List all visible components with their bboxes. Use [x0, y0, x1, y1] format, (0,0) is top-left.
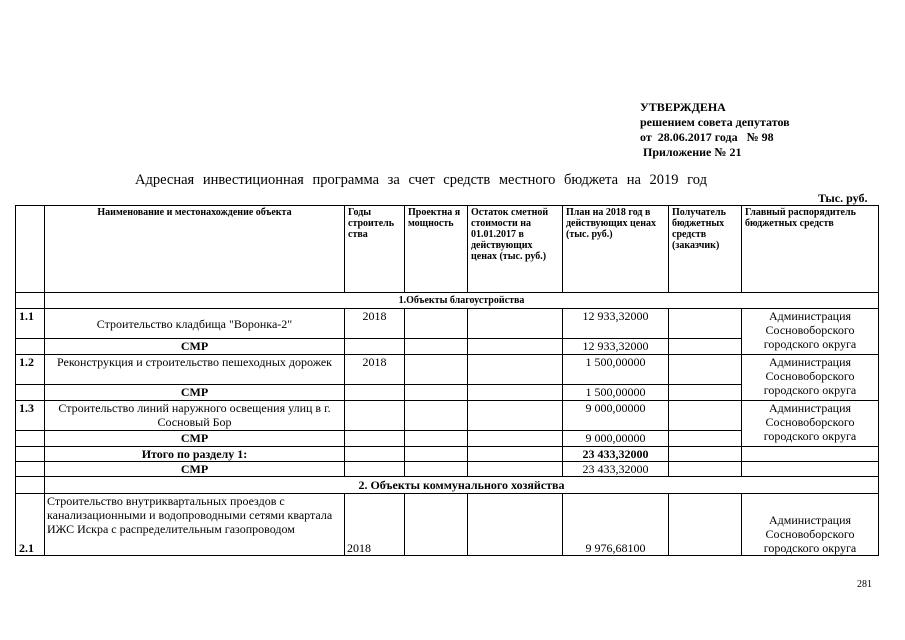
header-name: Наименование и местонахождение объекта [45, 206, 345, 293]
capacity-cell [405, 447, 468, 462]
total-row [16, 447, 879, 462]
row-num: 1.1 [16, 309, 45, 339]
recipient-cell [669, 401, 742, 431]
construction-year: 2018 [345, 494, 405, 556]
units-label: Тыс. руб. [818, 191, 868, 205]
header-years: Годы строитель ства [345, 206, 405, 293]
recipient-cell [669, 462, 742, 477]
section1-title: 1.Объекты благоустройства [45, 293, 879, 309]
construction-year [345, 401, 405, 431]
recipient-cell [669, 385, 742, 401]
table-row [16, 401, 879, 431]
row-num-cell [16, 339, 45, 355]
smr-label: СМР [45, 339, 345, 355]
manager-cell: Администрация Сосновоборского городского округа [742, 401, 879, 447]
manager-cell: Администрация Сосновоборского городского округа [742, 309, 879, 355]
total-smr-row [16, 462, 879, 477]
total-smr-value: 23 433,32000 [563, 462, 669, 477]
year-cell [345, 447, 405, 462]
remainder-cell [468, 401, 563, 431]
remainder-cell [468, 339, 563, 355]
total-value: 23 433,32000 [563, 447, 669, 462]
table-row [16, 355, 879, 385]
section-num-cell [16, 477, 45, 494]
plan-value: 1 500,00000 [563, 355, 669, 385]
row-num: 1.2 [16, 355, 45, 385]
object-name: Строительство линий наружного освещения улиц в г. Сосновый Бор [45, 401, 345, 431]
plan-value: 12 933,32000 [563, 339, 669, 355]
table-row [16, 309, 879, 339]
header-capacity: Проектна я мощность [405, 206, 468, 293]
approval-decision: решением совета депутатов [640, 115, 790, 129]
year-cell [345, 431, 405, 447]
row-num: 1.3 [16, 401, 45, 431]
row-num-cell [16, 447, 45, 462]
plan-value: 1 500,00000 [563, 385, 669, 401]
approval-title: УТВЕРЖДЕНА [640, 100, 726, 114]
capacity-cell [405, 431, 468, 447]
remainder-cell [468, 385, 563, 401]
approval-stamp [640, 100, 790, 160]
object-name: Строительство внутриквартальных проездов с канализационными и водопроводными сетями квартала ИЖС Искра с распределительным газопроводом [45, 494, 345, 556]
manager-cell: Администрация Сосновоборского городского округа [742, 355, 879, 401]
recipient-cell [669, 494, 742, 556]
remainder-cell [468, 355, 563, 385]
section-num-cell [16, 293, 45, 309]
recipient-cell [669, 339, 742, 355]
recipient-cell [669, 309, 742, 339]
table-header-row [16, 206, 879, 293]
approval-date: от 28.06.2017 года № 98 [640, 130, 774, 144]
investment-table [15, 205, 879, 556]
recipient-cell [669, 355, 742, 385]
smr-label: СМР [45, 385, 345, 401]
total-smr-label: СМР [45, 462, 345, 477]
year-cell [345, 339, 405, 355]
header-remainder: Остаток сметной стоимости на 01.01.2017 в действующих ценах (тыс. руб.) [468, 206, 563, 293]
section-row [16, 477, 879, 494]
manager-cell-empty [742, 447, 879, 462]
section-row [16, 293, 879, 309]
capacity-cell [405, 401, 468, 431]
row-num-cell [16, 385, 45, 401]
plan-value: 9 000,00000 [563, 431, 669, 447]
manager-cell-empty [742, 462, 879, 477]
capacity-cell [405, 309, 468, 339]
capacity-cell [405, 462, 468, 477]
object-name: Строительство кладбища "Воронка-2" [45, 309, 345, 339]
row-num-cell [16, 431, 45, 447]
remainder-cell [468, 309, 563, 339]
remainder-cell [468, 447, 563, 462]
remainder-cell [468, 494, 563, 556]
smr-label: СМР [45, 431, 345, 447]
manager-cell: Администрация Сосновоборского городского округа [742, 494, 879, 556]
header-manager: Главный распорядитель бюджетных средств [742, 206, 879, 293]
plan-value: 9 976,68100 [563, 494, 669, 556]
recipient-cell [669, 431, 742, 447]
capacity-cell [405, 355, 468, 385]
recipient-cell [669, 447, 742, 462]
year-cell [345, 385, 405, 401]
construction-year: 2018 [345, 309, 405, 339]
remainder-cell [468, 462, 563, 477]
capacity-cell [405, 494, 468, 556]
row-num: 2.1 [16, 494, 45, 556]
capacity-cell [405, 385, 468, 401]
section2-title: 2. Объекты коммунального хозяйства [45, 477, 879, 494]
capacity-cell [405, 339, 468, 355]
document-title: Адресная инвестиционная программа за счет средств местного бюджета на 2019 год [135, 172, 707, 188]
row-num-cell [16, 462, 45, 477]
table-row [16, 494, 879, 556]
remainder-cell [468, 431, 563, 447]
plan-value: 12 933,32000 [563, 309, 669, 339]
approval-appendix: Приложение № 21 [640, 145, 742, 159]
header-plan: План на 2018 год в действующих ценах (тыс. руб.) [563, 206, 669, 293]
year-cell [345, 462, 405, 477]
page-number: 281 [857, 579, 872, 590]
header-num [16, 206, 45, 293]
total-label: Итого по разделу 1: [45, 447, 345, 462]
plan-value: 9 000,00000 [563, 401, 669, 431]
object-name: Реконструкция и строительство пешеходных дорожек [45, 355, 345, 385]
header-recipient: Получатель бюджетных средств (заказчик) [669, 206, 742, 293]
construction-year: 2018 [345, 355, 405, 385]
